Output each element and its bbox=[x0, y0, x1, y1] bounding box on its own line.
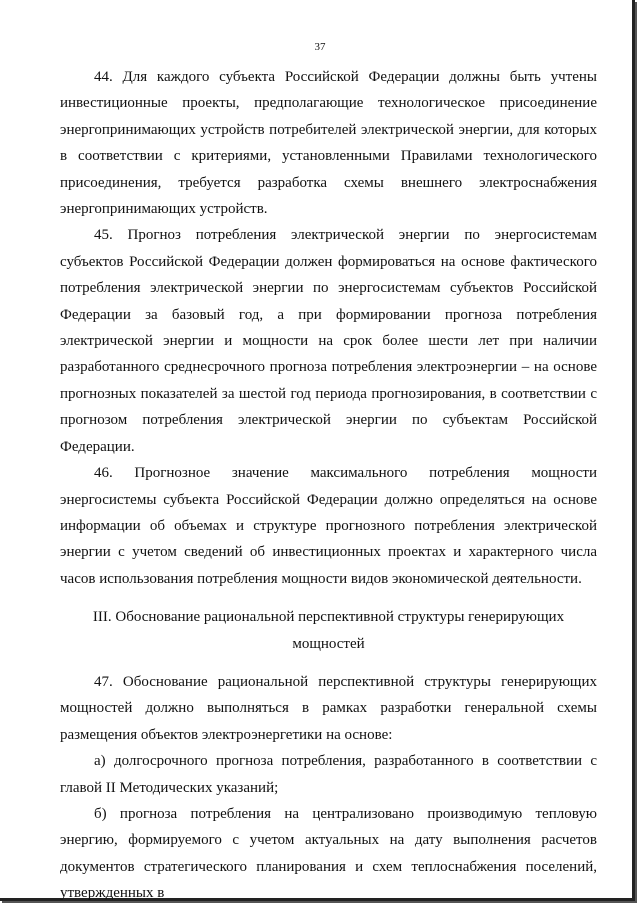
paragraph-45: 45. Прогноз потребления электрической энергии по энергосистемам субъектов Российской Федерации должен формироваться на основе фактического потребления электрической энергии по энергосистемам субъектов Российской Федерации за базовый год, а при формировании прогноза потребления электрической энергии и мощности на срок более шести лет при наличии разработанного среднесрочного прогноза потребления электроэнергии – на основе прогнозных показателей за шестой год периода прогнозирования, в соответствии с прогнозом потребления электрической энергии по субъектам Российской Федерации. bbox=[60, 227, 597, 455]
paragraph-47: 47. Обоснование рациональной перспективной структуры генерирующих мощностей должно выполняться в рамках разработки генеральной схемы размещения объектов электроэнергетики на основе: bbox=[60, 673, 597, 743]
section-heading bbox=[60, 604, 597, 657]
paragraph-46: 46. Прогнозное значение максимального потребления мощности энергосистемы субъекта Российской Федерации должно определяться на основе информации об объемах и структуре прогнозного потребления электрической энергии с учетом сведений об инвестиционных проектах и характерного числа часов использования потребления мощности видов экономической деятельности. bbox=[60, 465, 597, 587]
paragraph-47-b: б) прогноза потребления на централизовано производимую тепловую энергию, формируемого с учетом актуальных на дату выполнения расчетов документов стратегического планирования и схем теплоснабжения поселений, утвержденных в bbox=[60, 805, 597, 902]
section-heading-line-1: III. Обоснование рациональной перспективной структуры генерирующих bbox=[92, 609, 565, 626]
page-number: 37 bbox=[314, 41, 326, 53]
document-body bbox=[60, 64, 597, 907]
paragraph-47-a: а) долгосрочного прогноза потребления, разработанного в соответствии с главой II Методических указаний; bbox=[60, 753, 597, 796]
paragraph-44: 44. Для каждого субъекта Российской Федерации должны быть учтены инвестиционные проекты, предполагающие технологическое присоединение энергопринимающих устройств потребителей электрической энергии, для которых в соответствии с критериями, установленными Правилами технологического присоединения, требуется разработка схемы внешнего электроснабжения энергопринимающих устройств. bbox=[60, 69, 597, 218]
section-heading-line-2: мощностей bbox=[292, 635, 365, 652]
